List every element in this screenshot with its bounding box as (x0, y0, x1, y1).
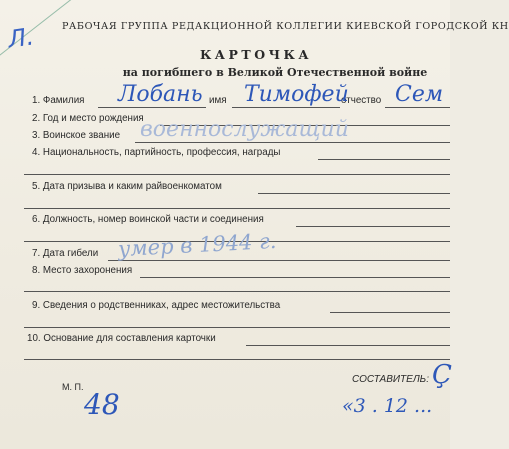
organization-header: РАБОЧАЯ ГРУППА РЕДАКЦИОННОЙ КОЛЛЕГИИ КИЕВСКОЙ ГОРОДСКОЙ КН (62, 21, 509, 32)
field-conscription-line-2 (24, 208, 450, 209)
handwritten-patronymic: Сем (395, 82, 444, 107)
field-burial-line-2 (24, 291, 450, 292)
stamp-place-label: М. П. (62, 382, 84, 392)
field-name-label: имя (209, 95, 227, 106)
field-birth-label: 2. Год и место рождения (32, 113, 144, 124)
field-death-date-label: 7. Дата гибели (32, 248, 99, 259)
handwritten-surname: Лобань (118, 82, 203, 107)
field-unit-line (296, 226, 450, 227)
card-title: КАРТОЧКА (199, 47, 313, 62)
card-subtitle: на погибшего в Великой Отечественной войне (122, 66, 428, 79)
field-nationality-line (318, 159, 450, 160)
field-basis-label: 10. Основание для составления карточки (27, 333, 216, 344)
field-nationality-line-2 (24, 174, 450, 175)
field-rank-line (135, 142, 450, 143)
field-conscription-label: 5. Дата призыва и каким райвоенкоматом (32, 181, 222, 192)
field-unit-label: 6. Должность, номер воинской части и соединения (32, 214, 264, 225)
field-nationality-label: 4. Национальность, партийность, профессия, награды (32, 147, 281, 158)
handwritten-date: «3 . 12 ... (342, 395, 433, 417)
field-name-line (232, 107, 340, 108)
handwritten-name: Тимофей (244, 82, 349, 107)
field-patronymic-line (385, 107, 450, 108)
field-relatives-line (330, 312, 450, 313)
field-burial-line (140, 277, 450, 278)
handwritten-compiler-mark: Ç (432, 360, 452, 390)
field-basis-line (246, 345, 450, 346)
field-rank-label: 3. Воинское звание (32, 130, 121, 141)
handwritten-death-date: умер в 1944 г. (117, 228, 277, 262)
field-burial-label: 8. Место захоронения (32, 265, 133, 276)
corner-handwritten-mark: Л. (6, 22, 36, 54)
field-basis-line-2 (24, 359, 450, 360)
field-relatives-line-2 (24, 327, 450, 328)
compiler-label: СОСТАВИТЕЛЬ: (352, 374, 429, 385)
field-conscription-line (258, 193, 450, 194)
field-relatives-label: 9. Сведения о родственниках, адрес местожительства (32, 300, 281, 311)
handwritten-rank: военнослужащий (140, 117, 349, 142)
handwritten-number: 48 (84, 388, 120, 421)
field-surname-label: 1. Фамилия (32, 95, 85, 106)
field-surname-line (98, 107, 206, 108)
field-patronymic-label: отчество (341, 95, 382, 106)
field-death-date-line (108, 260, 450, 261)
